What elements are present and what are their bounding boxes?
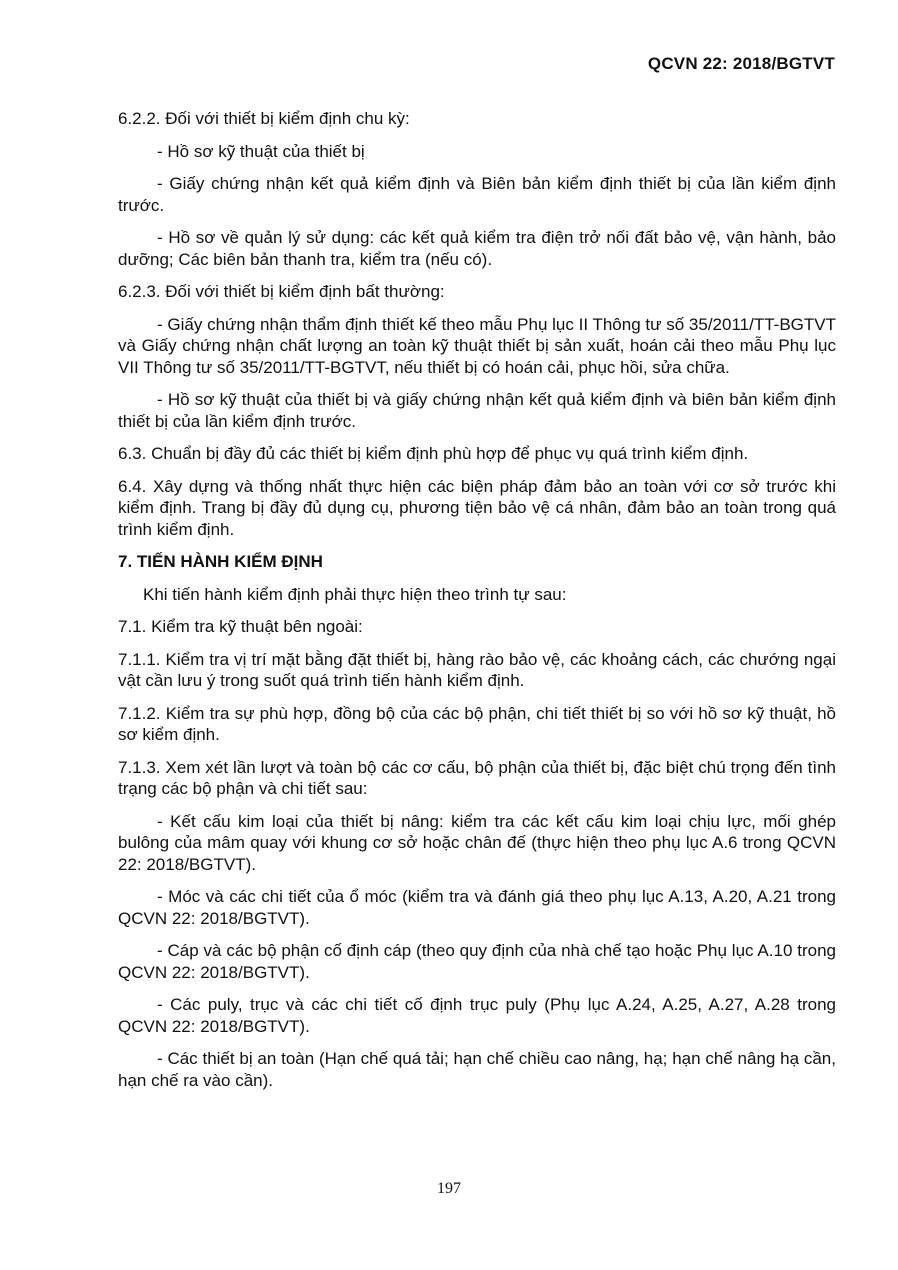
- body-paragraph: - Hồ sơ kỹ thuật của thiết bị: [157, 141, 365, 161]
- body-paragraph: - Hồ sơ về quản lý sử dụng: các kết quả kiểm tra điện trở nối đất bảo vệ, vận hành, bảo dưỡng; Các biên bản thanh tra, kiểm tra (nếu có).: [118, 228, 836, 269]
- body-paragraph: Khi tiến hành kiểm định phải thực hiện theo trình tự sau:: [143, 584, 567, 604]
- body-paragraph: 7.1. Kiểm tra kỹ thuật bên ngoài:: [118, 617, 363, 636]
- body-paragraph: - Các thiết bị an toàn (Hạn chế quá tải; hạn chế chiều cao nâng, hạ; hạn chế nâng hạ cần, hạn chế ra vào cần).: [118, 1049, 836, 1090]
- body-paragraph: - Giấy chứng nhận kết quả kiểm định và Biên bản kiểm định thiết bị của lần kiểm định trước.: [118, 174, 836, 215]
- body-paragraph: 6.2.3. Đối với thiết bị kiểm định bất thường:: [118, 282, 445, 301]
- body-paragraph: - Các puly, trục và các chi tiết cố định trục puly (Phụ lục A.24, A.25, A.27, A.28 trong QCVN 22: 2018/BGTVT).: [118, 995, 836, 1036]
- body-paragraph: 7.1.3. Xem xét lần lượt và toàn bộ các cơ cấu, bộ phận của thiết bị, đặc biệt chú trọng đến tình trạng các bộ phận và chi tiết sau:: [118, 757, 836, 798]
- body-paragraph: 7.1.1. Kiểm tra vị trí mặt bằng đặt thiết bị, hàng rào bảo vệ, các khoảng cách, các chướng ngại vật cần lưu ý trong suốt quá trình tiến hành kiểm định.: [118, 649, 836, 690]
- body-paragraph: - Giấy chứng nhận thẩm định thiết kế theo mẫu Phụ lục II Thông tư số 35/2011/TT-BGTVT và Giấy chứng nhận chất lượng an toàn kỹ thuật thiết bị sản xuất, hoán cải theo mẫu Phụ lục VII Thông tư số 35/2011/TT-BGTVT, nếu thiết bị có hoán cải, phục hồi, sửa chữa.: [118, 314, 836, 377]
- body-paragraph: - Cáp và các bộ phận cố định cáp (theo quy định của nhà chế tạo hoặc Phụ lục A.10 trong QCVN 22: 2018/BGTVT).: [118, 941, 836, 982]
- document-body: [118, 108, 836, 1102]
- body-paragraph: 6.4. Xây dựng và thống nhất thực hiện các biện pháp đảm bảo an toàn với cơ sở trước khi kiểm định. Trang bị đầy đủ dụng cụ, phương tiện bảo vệ cá nhân, đảm bảo an toàn trong quá trình kiểm định.: [118, 476, 836, 539]
- body-paragraph: - Kết cấu kim loại của thiết bị nâng: kiểm tra các kết cấu kim loại chịu lực, mối ghép bulông của mâm quay với khung cơ sở hoặc chân đế (thực hiện theo phụ lục A.6 trong QCVN 22: 2018/BGTVT).: [118, 811, 836, 874]
- body-paragraph: - Hồ sơ kỹ thuật của thiết bị và giấy chứng nhận kết quả kiểm định và biên bản kiểm định thiết bị của lần kiểm định trước.: [118, 390, 836, 431]
- document-code-header: QCVN 22: 2018/BGTVT: [647, 54, 835, 73]
- body-paragraph: 6.3. Chuẩn bị đầy đủ các thiết bị kiểm định phù hợp để phục vụ quá trình kiểm định.: [118, 444, 749, 463]
- section-heading: 7. TIẾN HÀNH KIỂM ĐỊNH: [118, 552, 323, 571]
- body-paragraph: 6.2.2. Đối với thiết bị kiểm định chu kỳ:: [118, 109, 410, 128]
- body-paragraph: 7.1.2. Kiểm tra sự phù hợp, đồng bộ của các bộ phận, chi tiết thiết bị so với hồ sơ kỹ thuật, hồ sơ kiểm định.: [118, 703, 836, 744]
- page-number: 197: [437, 1180, 461, 1197]
- body-paragraph: - Móc và các chi tiết của ổ móc (kiểm tra và đánh giá theo phụ lục A.13, A.20, A.21 trong QCVN 22: 2018/BGTVT).: [118, 887, 836, 928]
